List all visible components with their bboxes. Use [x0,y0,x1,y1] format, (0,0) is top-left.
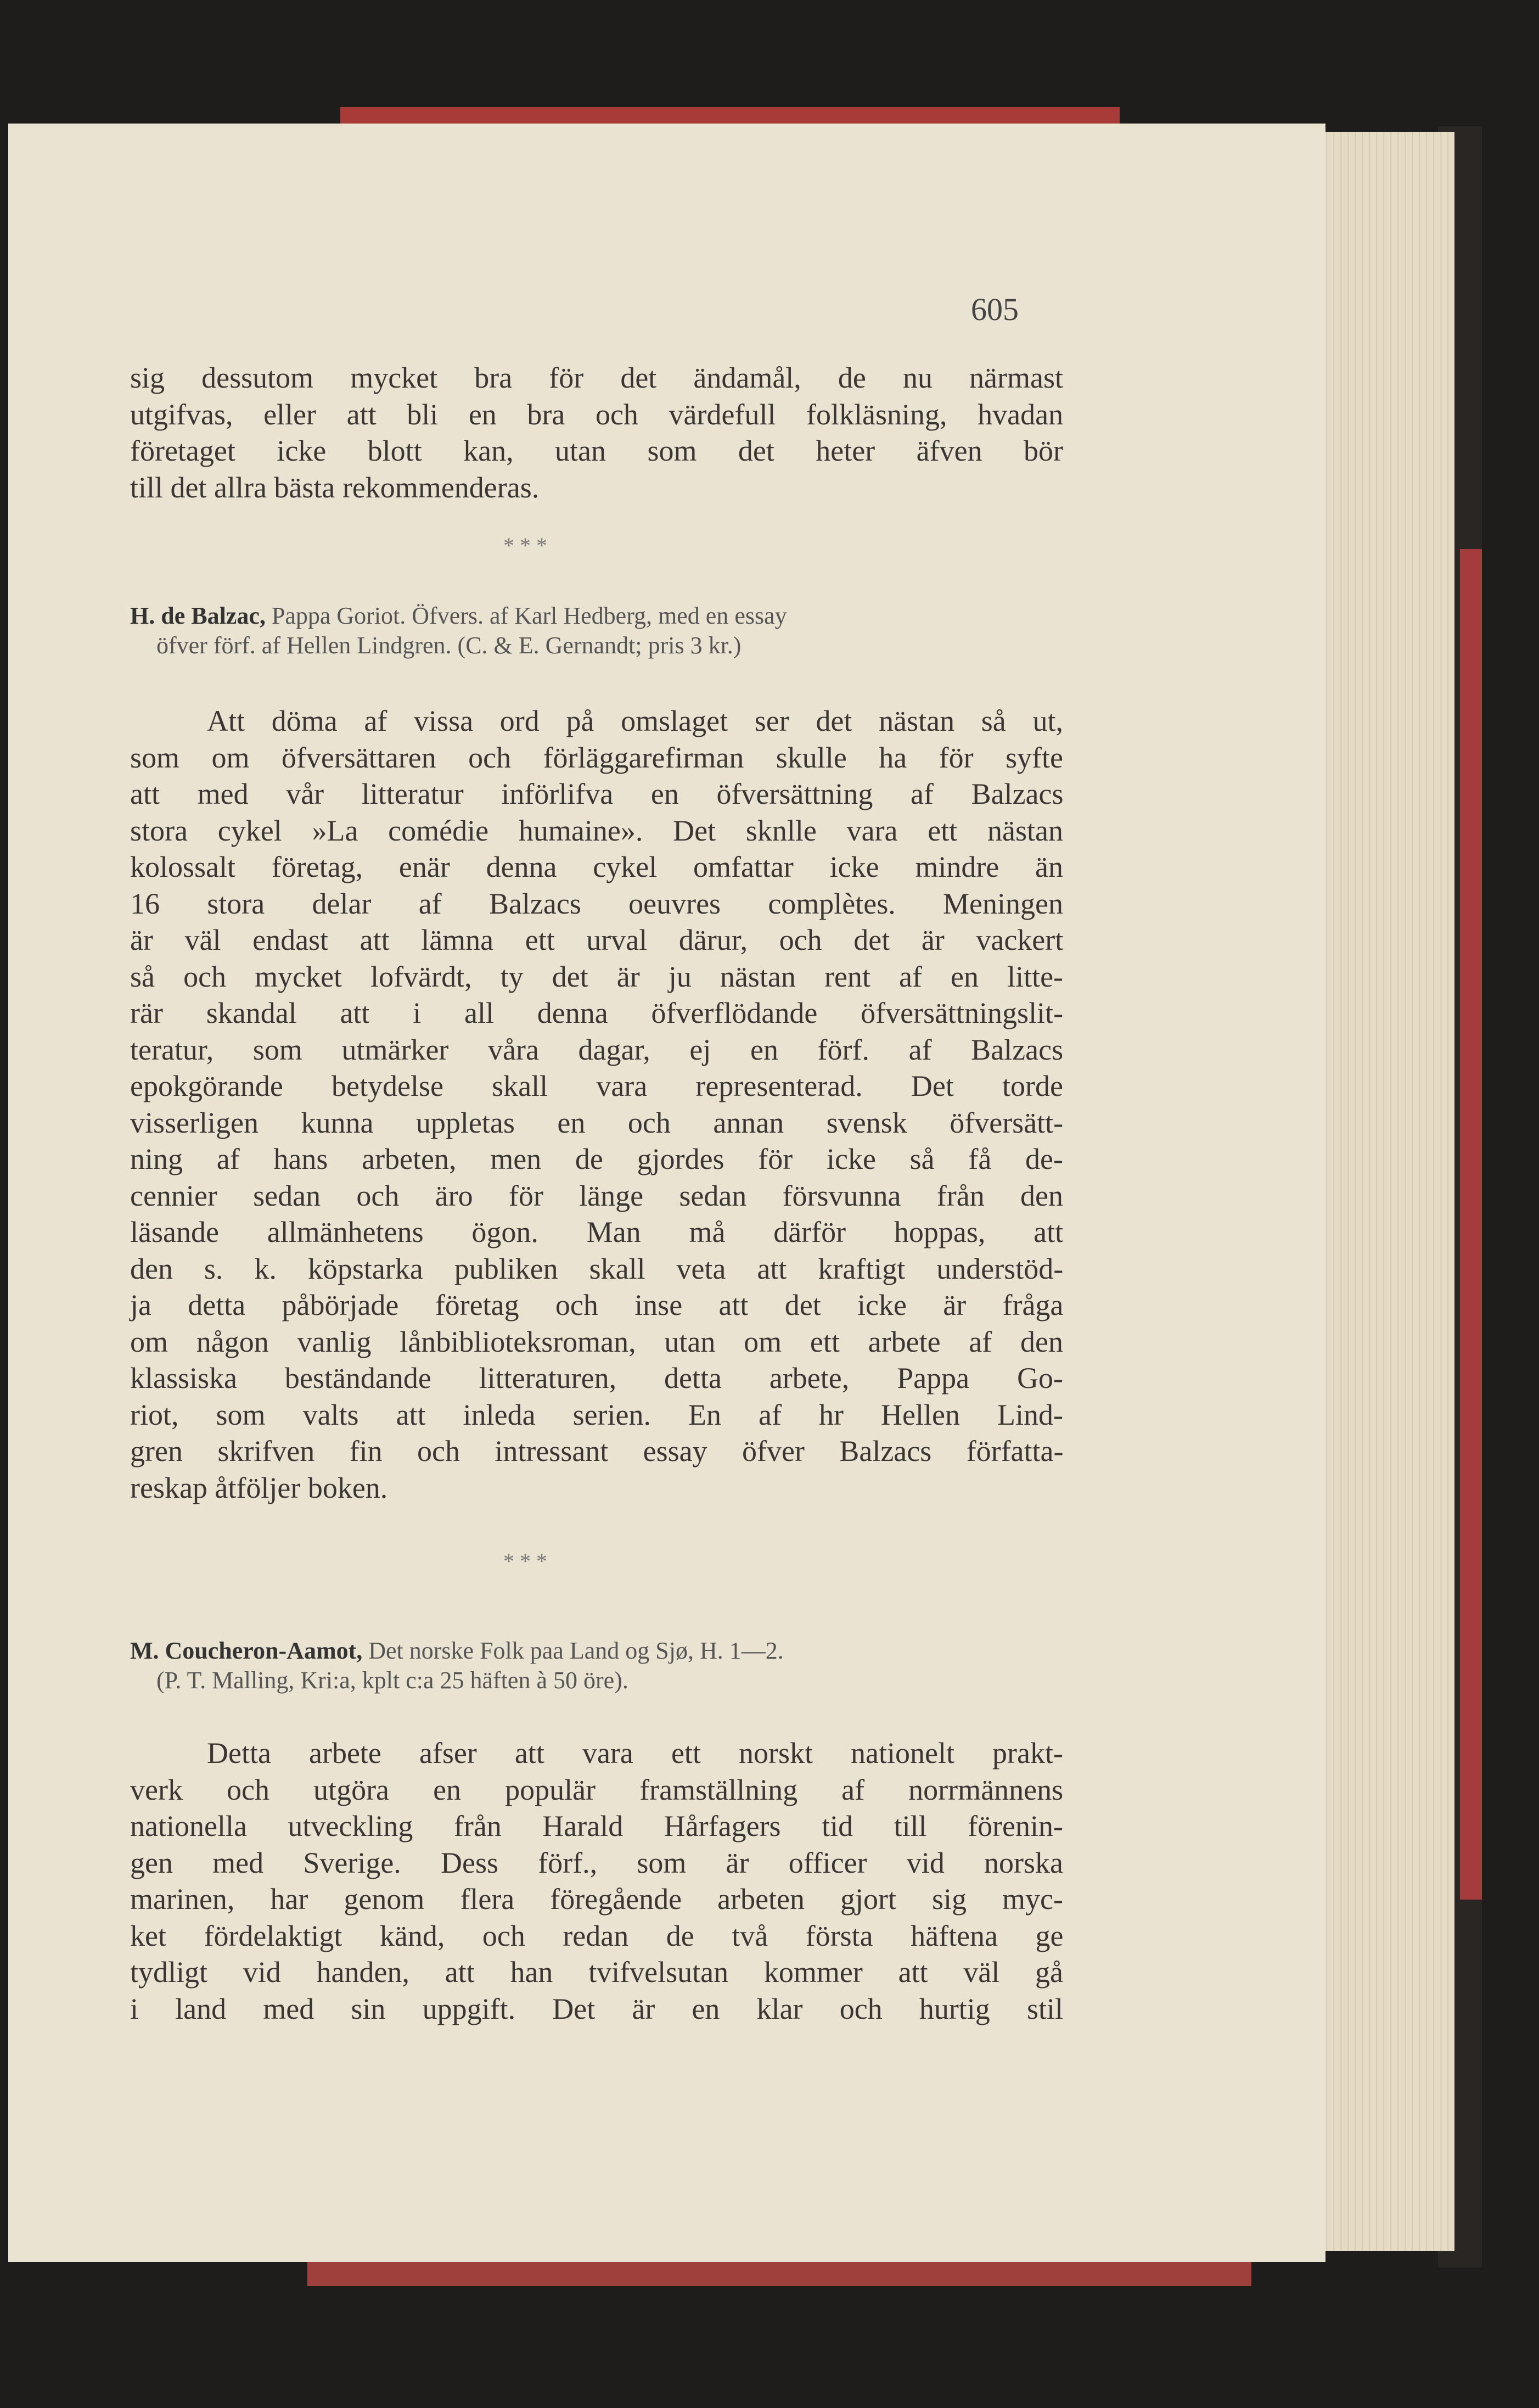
para2-line: epokgörande betydelse skall vara representerad. Det torde [130,1069,1063,1102]
para2-line: är väl endast att lämna ett urval därur, och det är vackert [130,923,1064,956]
para2-line: klassiska beständande litteraturen, detta arbete, Pappa Go- [130,1362,1063,1395]
para2-line: så och mycket lofvärdt, ty det är ju nästan rent af en litte- [130,960,1064,993]
para3-line: tydligt vid handen, att han tvifvelsutan kommer att väl gå [130,1956,1063,1989]
para3-line: nationella utveckling från Harald Hårfagers tid till förenin- [130,1810,1064,1843]
para1-line: till det allra bästa rekommenderas. [130,471,540,504]
section-separator-2: * * * [503,1549,547,1573]
entry2-author: M. Coucheron-Aamot, [130,1637,363,1664]
entry1-author: H. de Balzac, [130,602,266,629]
para2-line: att med vår litteratur införlifva en öfversättning af Balzacs [130,777,1064,810]
paragraph-1 [130,360,1063,506]
book-page [8,124,1325,2262]
para1-line: företaget icke blott kan, utan som det heter äfven bör [130,434,1063,467]
para3-line: gen med Sverige. Dess förf., som är officer vid norska [130,1846,1063,1879]
para2-line: rär skandal att i all denna öfverflödande öfversättningslit- [130,996,1064,1029]
book-entry-2 [130,1636,1074,1695]
entry2-line2: (P. T. Malling, Kri:a, kplt c:a 25 häften à 50 öre). [156,1667,628,1694]
para2-line: 16 stora delar af Balzacs oeuvres complètes. Meningen [130,887,1063,920]
entry1-line1: Pappa Goriot. Öfvers. af Karl Hedberg, med en essay [271,602,787,629]
para2-line: riot, som valts att inleda serien. En af hr Hellen Lind- [130,1398,1063,1431]
section-separator-1: * * * [503,533,547,558]
para3-line: marinen, har genom flera föregående arbeten gjort sig myc- [130,1883,1063,1916]
para1-line: utgifvas, eller att bli en bra och värdefull folkläsning, hvadan [130,397,1064,431]
para2-line: som om öfversättaren och förläggarefirman skulle ha för syfte [130,741,1063,774]
page-number: 605 [971,292,1019,327]
page-edges [1306,132,1454,2251]
red-cover-edge-bottom [307,2262,1251,2286]
para3-line: ket fördelaktigt känd, och redan de två första häftena ge [130,1919,1064,1952]
entry2-line1: Det norske Folk paa Land og Sjø, H. 1—2. [368,1637,784,1664]
red-cover-edge-right [1460,549,1482,1900]
paragraph-2 [130,703,1063,1506]
book-entry-1 [130,601,1074,660]
para3-line: i land med sin uppgift. Det är en klar och hurtig stil [130,1992,1063,2025]
para2-line: cennier sedan och äro för länge sedan försvunna från den [130,1179,1063,1212]
para2-line: den s. k. köpstarka publiken skall veta att kraftigt understöd- [130,1252,1064,1285]
para2-line: ja detta påbörjade företag och inse att det icke är fråga [130,1289,1064,1321]
para2-line: ning af hans arbeten, men de gjordes för icke så få de- [130,1143,1063,1175]
para2-line: reskap åtföljer boken. [130,1471,388,1504]
para2-line: stora cykel »La comédie humaine». Det sknlle vara ett nästan [130,814,1063,847]
para2-line: om någon vanlig lånbiblioteksroman, utan om ett arbete af den [130,1325,1063,1358]
para1-line: sig dessutom mycket bra för det ändamål, de nu närmast [130,361,1063,394]
para3-line: verk och utgöra en populär framställning af norrmännens [130,1773,1064,1806]
para2-line: teratur, som utmärker våra dagar, ej en förf. af Balzacs [130,1033,1064,1066]
para2-line: gren skrifven fin och intressant essay öfver Balzacs författa- [130,1435,1064,1468]
entry1-line2: öfver förf. af Hellen Lindgren. (C. & E. Gernandt; pris 3 kr.) [156,632,742,659]
paragraph-3 [130,1735,1063,2027]
para2-line: visserligen kunna uppletas en och annan svensk öfversätt- [130,1106,1064,1139]
para2-line: kolossalt företag, enär denna cykel omfattar icke mindre än [130,850,1063,883]
para3-line: Detta arbete afser att vara ett norskt nationelt prakt- [207,1737,1063,1769]
para2-line: Att döma af vissa ord på omslaget ser det nästan så ut, [207,704,1063,737]
para2-line: läsande allmänhetens ögon. Man må därför hoppas, att [130,1216,1064,1248]
